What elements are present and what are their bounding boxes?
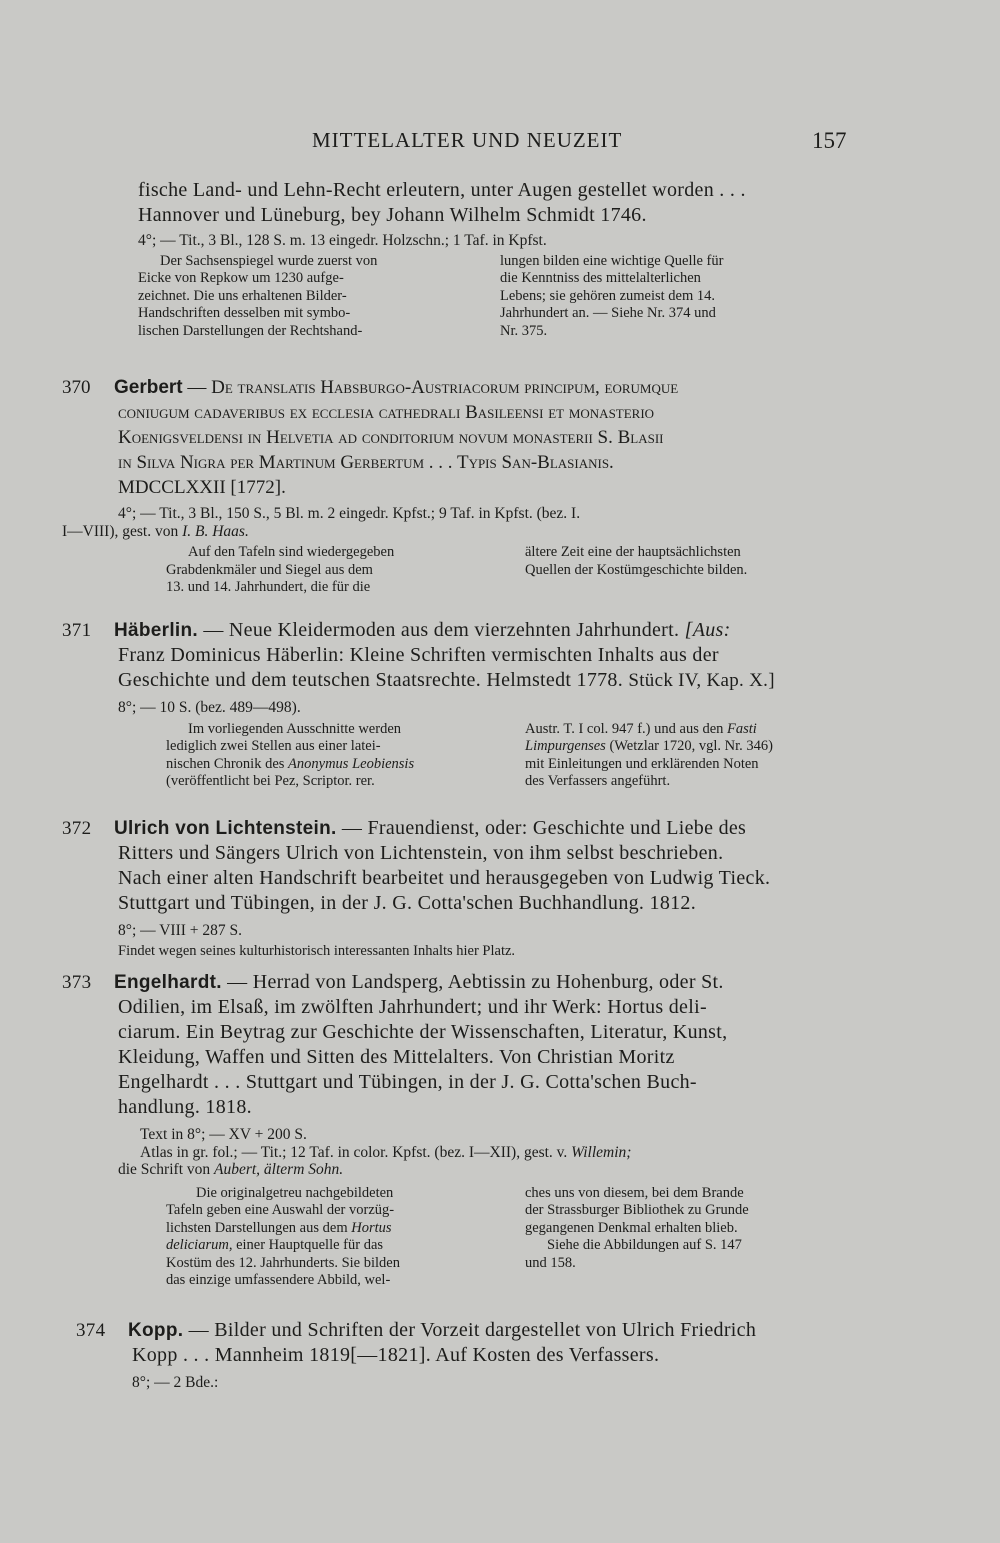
format-line: 8°; — 2 Bde.:	[132, 1374, 219, 1391]
description	[62, 1185, 862, 1290]
description-line: die Kenntniss des mittelalterlichen	[500, 270, 701, 286]
description	[138, 253, 858, 341]
work-title: Limpurgenses	[525, 738, 606, 754]
description-line: gegangenen Denkmal erhalten blieb.	[525, 1219, 738, 1236]
title-line: fische Land- und Lehn-Recht erleutern, unter Augen gestellet worden . . .	[138, 179, 746, 201]
title-line: Ritters und Sängers Ulrich von Lichtenstein, von ihm selbst beschrieben.	[118, 842, 724, 864]
description-line: Jahrhundert an. — Siehe Nr. 374 und	[500, 305, 716, 321]
description-line	[166, 756, 503, 774]
format-line: 8°; — VIII + 287 S.	[118, 922, 243, 939]
description-line: Im vorliegenden Ausschnitte werden	[188, 720, 402, 737]
description-line: Tafeln geben eine Auswahl der vorzüg-	[166, 1202, 395, 1218]
entry-author: Gerbert	[114, 377, 183, 398]
title-text: — Herrad von Landsperg, Aebtissin zu Hohenburg, oder St.	[227, 971, 724, 993]
description-line: und 158.	[525, 1254, 576, 1271]
title-line: Odilien, im Elsaß, im zwölften Jahrhundert; und ihr Werk: Hortus deli-	[118, 996, 707, 1018]
description-line: ches uns von diesem, bei dem Brande	[525, 1184, 744, 1201]
entry-heading	[62, 970, 862, 995]
description-line: ältere Zeit eine der hauptsächlichsten	[525, 544, 741, 560]
work-title: Anonymus Leobiensis	[288, 755, 415, 772]
description-line: Grabdenkmäler und Siegel aus dem	[166, 561, 373, 578]
entry-heading	[76, 1318, 876, 1343]
entry-author: Engelhardt.	[114, 972, 222, 993]
format-text: die Schrift von	[118, 1161, 214, 1178]
description	[62, 544, 862, 597]
title-line: Franz Dominicus Häberlin: Kleine Schriften vermischten Inhalts aus der	[118, 644, 719, 666]
title-line: Kopp . . . Mannheim 1819[—1821]. Auf Kosten des Verfassers.	[132, 1344, 660, 1366]
format-line: 4°; — Tit., 3 Bl., 128 S. m. 13 eingedr. Holzschn.; 1 Taf. in Kpfst.	[138, 232, 547, 249]
page-number: 157	[812, 128, 847, 153]
description-line: Handschriften desselben mit symbo-	[138, 305, 351, 321]
work-title: Fasti	[727, 720, 757, 737]
title-line: Stuttgart und Tübingen, in der J. G. Cotta'schen Buchhandlung. 1812.	[118, 892, 697, 914]
description-line: Die originalgetreu nachgebildeten	[196, 1184, 394, 1201]
description-line: Quellen der Kostümgeschichte bilden.	[525, 561, 748, 578]
description-line: Nr. 375.	[500, 322, 548, 339]
title-line: MDCCLXXII [1772].	[118, 477, 286, 498]
description-line: Siehe die Abbildungen auf S. 147	[547, 1237, 742, 1253]
format-text: Atlas in gr. fol.; — Tit.; 12 Taf. in color. Kpfst. (bez. I—XII), gest. v.	[140, 1143, 572, 1161]
description-line	[525, 721, 862, 739]
description-line: der Strassburger Bibliothek zu Grunde	[525, 1202, 749, 1218]
title-line: Engelhardt . . . Stuttgart und Tübingen, in der J. G. Cotta'schen Buch-	[118, 1071, 697, 1093]
entry-number: 372	[62, 818, 92, 839]
entry-heading	[62, 375, 862, 400]
title-line: handlung. 1818.	[118, 1096, 252, 1118]
entry-heading	[62, 816, 862, 841]
description-line: Lebens; sie gehören zumeist dem 14.	[500, 287, 716, 304]
description-line: lischen Darstellungen der Rechtshand-	[138, 322, 363, 339]
description-text: lichsten Darstellungen aus dem	[166, 1219, 352, 1236]
work-title: deliciarum,	[166, 1237, 233, 1253]
title-line: Nach einer alten Handschrift bearbeitet und herausgegeben von Ludwig Tieck.	[118, 867, 771, 889]
title-line: Kleidung, Waffen und Sitten des Mittelalters. Von Christian Moritz	[118, 1046, 675, 1068]
format-line	[62, 523, 862, 541]
engraver-name: Willemin;	[571, 1143, 632, 1161]
description-text: einer Hauptquelle für das	[232, 1237, 384, 1253]
format-line: 4°; — Tit., 3 Bl., 150 S., 5 Bl. m. 2 eingedr. Kpfst.; 9 Taf. in Kpfst. (bez. I.	[118, 505, 581, 522]
description-line: das einzige umfassendere Abbild, wel-	[166, 1272, 391, 1288]
description-left-column	[138, 253, 478, 341]
title-text: Geschichte und dem teutschen Staatsrechte. Helmstedt 1778.	[118, 669, 629, 691]
description-left-column	[166, 721, 503, 791]
description-text: nischen Chronik des	[166, 755, 289, 772]
note-line: Findet wegen seines kulturhistorisch interessanten Inhalts hier Platz.	[118, 942, 516, 959]
description-line: 13. und 14. Jahrhundert, die für die	[166, 579, 371, 595]
format-line: 8°; — 10 S. (bez. 489—498).	[118, 699, 301, 716]
writer-name: Aubert, älterm Sohn.	[214, 1161, 344, 1178]
engraver-name: I. B. Haas.	[182, 522, 249, 540]
entry-author: Häberlin.	[114, 620, 198, 641]
description-line	[166, 1237, 503, 1255]
format-text: I—VIII), gest. von	[62, 522, 183, 540]
description-right-column	[500, 253, 840, 341]
description-text: (Wetzlar 1720, vgl. Nr. 346)	[605, 738, 773, 754]
description-line: Auf den Tafeln sind wiedergegeben	[188, 544, 395, 560]
description-right-column	[525, 1185, 862, 1290]
format-line	[118, 1161, 862, 1179]
entry-373	[62, 970, 862, 1290]
description-line: mit Einleitungen und erklärenden Noten	[525, 755, 759, 772]
title-line: Koenigsveldensi in Helvetia ad conditorium novum monasterii S. Blasii	[118, 427, 664, 448]
title-line: in Silva Nigra per Martinum Gerbertum . . . Typis San-Blasianis.	[118, 452, 614, 473]
description-line: Kostüm des 12. Jahrhunderts. Sie bilden	[166, 1254, 400, 1271]
description-line	[525, 738, 862, 756]
work-title: Hortus	[351, 1219, 392, 1236]
entry-number: 371	[62, 620, 92, 641]
description-right-column	[525, 544, 862, 597]
entry-372	[62, 816, 862, 961]
title-line	[118, 668, 862, 693]
format-line: Text in 8°; — XV + 200 S.	[140, 1126, 307, 1143]
description-line: lediglich zwei Stellen aus einer latei-	[166, 738, 381, 754]
description-left-column	[166, 544, 503, 597]
source-part: Stück IV, Kap. X.]	[628, 670, 775, 691]
entry-number: 374	[76, 1320, 106, 1341]
entry-369-continued	[138, 178, 858, 340]
entry-370	[62, 375, 862, 597]
title-text: — Frauendienst, oder: Geschichte und Liebe des	[341, 817, 747, 839]
description-line: lungen bilden eine wichtige Quelle für	[500, 252, 724, 269]
description-line: des Verfassers angeführt.	[525, 773, 671, 789]
description-line	[166, 1220, 503, 1238]
title-line: — De translatis Habsburgo-Austriacorum principum, eorumque	[187, 377, 679, 398]
entry-number: 373	[62, 972, 92, 993]
description-line: (veröffentlicht bei Pez, Scriptor. rer.	[166, 773, 375, 789]
title-text: — Neue Kleidermoden aus dem vierzehnten Jahrhundert.	[203, 619, 685, 641]
title-text: — Bilder und Schriften der Vorzeit dargestellet von Ulrich Friedrich	[188, 1319, 757, 1341]
title-line: coniugum cadaveribus ex ecclesia cathedrali Basileensi et monasterio	[118, 402, 655, 423]
description-line: Der Sachsenspiegel wurde zuerst von	[160, 252, 378, 269]
entry-author: Kopp.	[128, 1320, 184, 1341]
entry-heading	[62, 618, 862, 643]
description-right-column	[525, 721, 862, 791]
title-line: Hannover und Lüneburg, bey Johann Wilhelm Schmidt 1746.	[138, 204, 647, 226]
title-line: ciarum. Ein Beytrag zur Geschichte der Wissenschaften, Literatur, Kunst,	[118, 1021, 728, 1043]
description-line: Eicke von Repkow um 1230 aufge-	[138, 270, 344, 286]
entry-author: Ulrich von Lichtenstein.	[114, 818, 337, 839]
entry-number: 370	[62, 377, 91, 398]
description-line: zeichnet. Die uns erhaltenen Bilder-	[138, 287, 347, 304]
description-left-column	[166, 1185, 503, 1290]
description	[62, 721, 862, 791]
running-title: MITTELALTER UND NEUZEIT	[312, 128, 623, 152]
running-header	[0, 128, 1000, 158]
source-note: [Aus:	[684, 619, 731, 641]
entry-374	[76, 1318, 876, 1392]
format-line	[118, 1144, 862, 1162]
description-text: Austr. T. I col. 947 f.) und aus den	[525, 720, 728, 737]
entry-371	[62, 618, 862, 791]
